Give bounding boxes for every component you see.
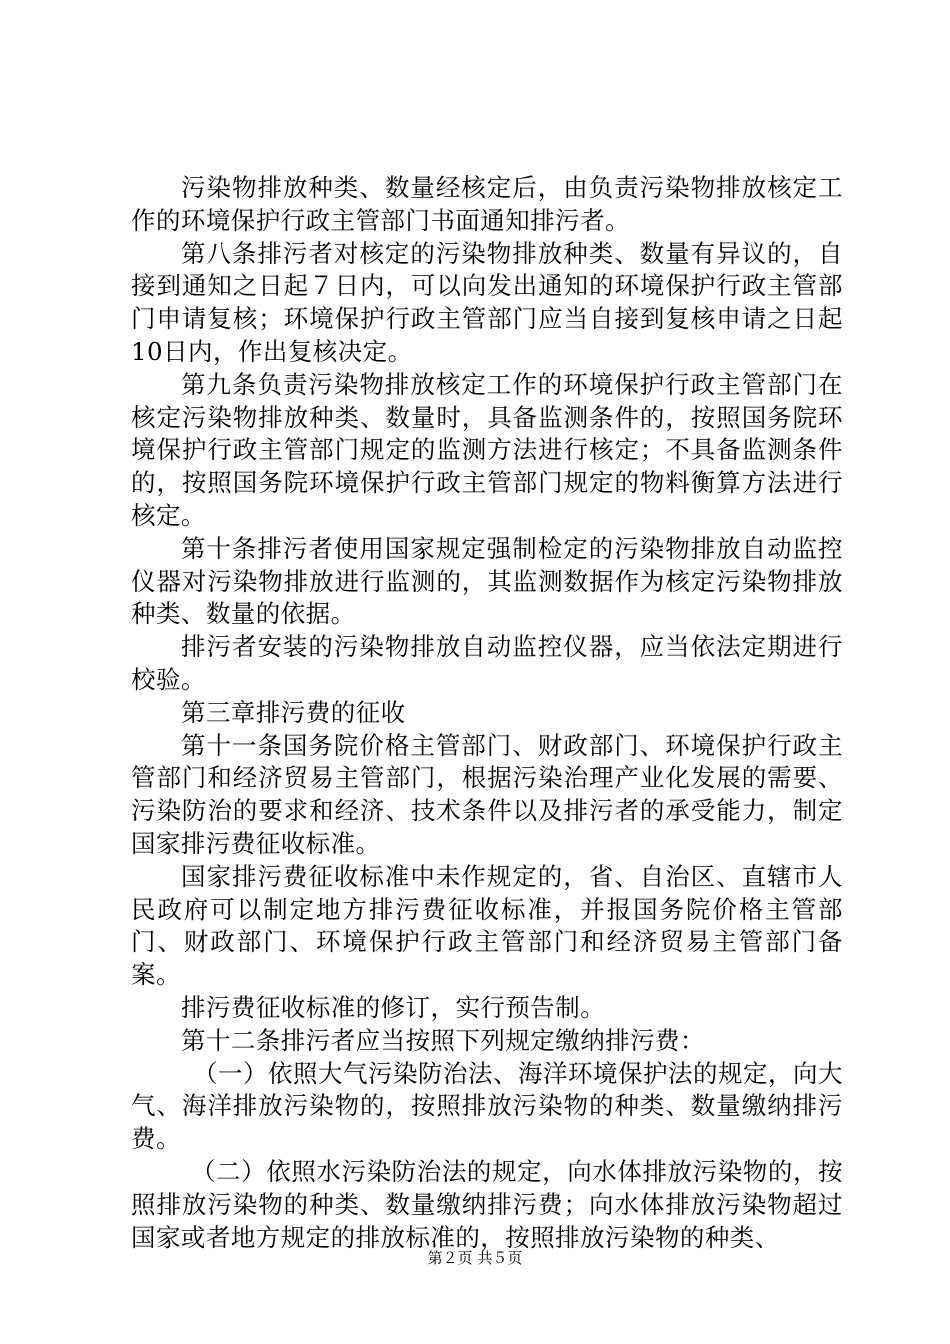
list-item: （二）依照水污染防治法的规定，向水体排放污染物的，按照排放污染物的种类、数量缴纳排污费；向水体排放污染物超过国家或者地方规定的排放标准的，按照排放污染物的种类、 [131,1156,843,1252]
page-number: 第２页 共５页 [427,1249,523,1267]
chapter-heading: 第三章排污费的征收 [181,697,406,727]
paragraph: 排污者安装的污染物排放自动监控仪器，应当依法定期进行校验。 [131,632,843,694]
document-body [131,172,843,1254]
paragraph: 第十条排污者使用国家规定强制检定的污染物排放自动监控仪器对污染物排放进行监测的，其监测数据作为核定污染物排放种类、数量的依据。 [131,533,843,629]
paragraph: 第九条负责污染物排放核定工作的环境保护行政主管部门在核定污染物排放种类、数量时，具备监测条件的，按照国务院环境保护行政主管部门规定的监测方法进行核定；不具备监测条件的，按照国务院环境保护行政主管部门规定的物料衡算方法进行核定。 [131,369,843,530]
paragraph: 第十二条排污者应当按照下列规定缴纳排污费： [181,1025,705,1055]
paragraph: 排污费征收标准的修订，实行预告制。 [181,992,606,1022]
list-item: （一）依照大气污染防治法、海洋环境保护法的规定，向大气、海洋排放污染物的，按照排放污染物的种类、数量缴纳排污费。 [131,1058,843,1154]
paragraph: 污染物排放种类、数量经核定后，由负责污染物排放核定工作的环境保护行政主管部门书面通知排污者。 [131,173,843,235]
paragraph: 国家排污费征收标准中未作规定的，省、自治区、直辖市人民政府可以制定地方排污费征收标准，并报国务院价格主管部门、财政部门、环境保护行政主管部门和经济贸易主管部门备案。 [131,861,843,990]
paragraph: 第十一条国务院价格主管部门、财政部门、环境保护行政主管部门和经济贸易主管部门，根据污染治理产业化发展的需要、污染防治的要求和经济、技术条件以及排污者的承受能力，制定国家排污费征收标准。 [131,730,843,858]
paragraph: 第八条排污者对核定的污染物排放种类、数量有异议的，自接到通知之日起７日内，可以向发出通知的环境保护行政主管部门申请复核；环境保护行政主管部门应当自接到复核申请之日起10日内，作出复核决定。 [131,238,843,366]
